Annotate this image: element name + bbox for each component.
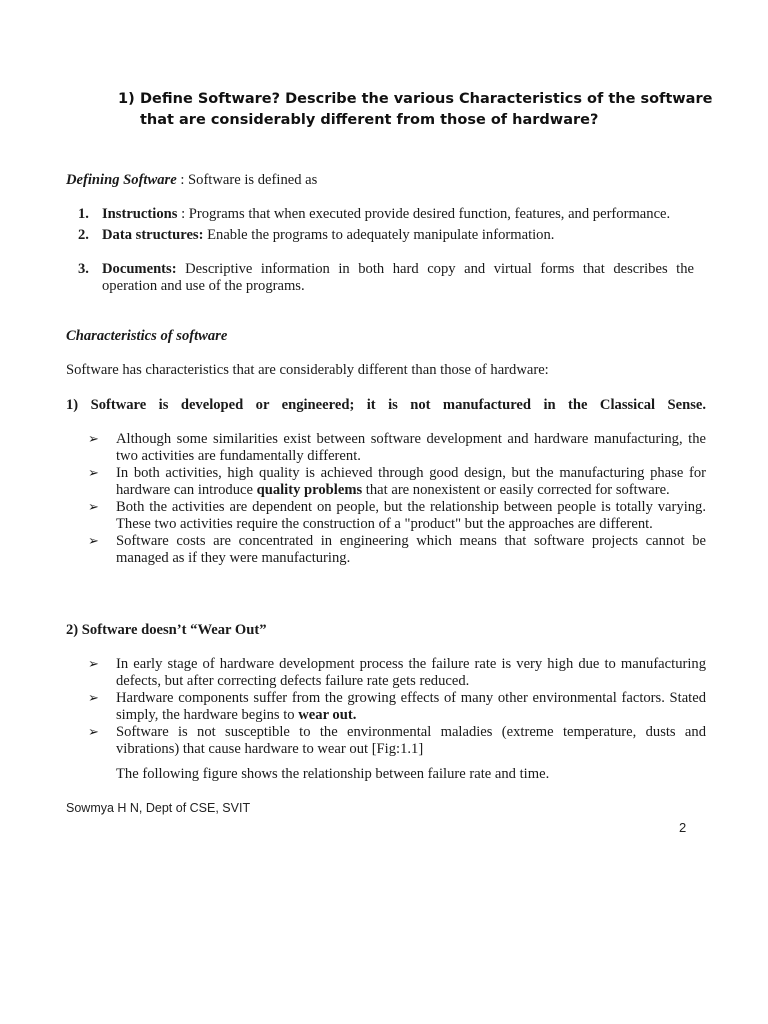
arrowhead-bullet-icon: ➢ [88,466,99,481]
bullet-bold-text: quality problems [256,482,363,498]
bullet-item [88,724,706,758]
section-2-bullet-list [88,656,706,758]
definition-term: Instructions [102,206,178,222]
definition-number: 2. [78,227,89,243]
bullet-text: Software is not susceptible to the environmental maladies (extreme temperature, dusts and vibrations) that cause hardware to wear out [Fig:1.1] [116,724,706,757]
arrowhead-bullet-icon: ➢ [88,657,99,672]
bullet-item [88,431,706,465]
bullet-item [88,533,706,567]
characteristics-intro: Software has characteristics that are considerably different than those of hardware: [66,362,549,378]
figure-reference-text: The following figure shows the relationship between failure rate and time. [116,766,550,782]
footer-author: Sowmya H N, Dept of CSE, SVIT [66,801,251,815]
bullet-text: Software costs are concentrated in engineering which means that software projects cannot be managed as if they were manufacturing. [116,533,706,566]
page-number: 2 [679,820,687,835]
definition-item [78,227,694,244]
definition-list [78,206,694,295]
bullet-item [88,690,706,724]
definition-term: Data structures: [102,227,204,243]
characteristics-heading: Characteristics of software [66,328,228,344]
bullet-text: that are nonexistent or easily corrected for software. [362,482,670,498]
question-heading [118,89,718,131]
bullet-text: In early stage of hardware development process the failure rate is very high due to manufacturing defects, but after correcting defects failure rate gets reduced. [116,656,706,689]
question-number: 1) [118,91,135,107]
arrowhead-bullet-icon: ➢ [88,432,99,447]
defining-software-intro [66,172,317,189]
definition-text: Enable the programs to adequately manipulate information. [203,227,555,243]
question-line-2: that are considerably different from those of hardware? [140,112,599,128]
definition-number: 3. [78,261,89,277]
defining-software-text: : Software is defined as [176,172,318,188]
bullet-text: Although some similarities exist between software development and hardware manufacturing, the two activities are fundamentally different. [116,431,706,464]
bullet-text: In both activities, high quality is achieved through good design, but the manufacturing phase for hardware can introduce [116,465,706,498]
section-2-heading: 2) Software doesn’t “Wear Out” [66,622,267,638]
bullet-bold-text: wear out. [298,707,357,723]
definition-item [78,261,694,295]
bullet-text: Hardware components suffer from the growing effects of many other environmental factors. Stated simply, the hardware begins to [116,690,706,723]
definition-number: 1. [78,206,89,222]
section-1-bullet-list [88,431,706,567]
question-line-1: Define Software? Describe the various Characteristics of the software [140,91,713,107]
definition-text: : Programs that when executed provide desired function, features, and performance. [177,206,671,222]
bullet-item [88,465,706,499]
definition-item [78,206,694,223]
definition-term: Documents: [102,261,177,277]
arrowhead-bullet-icon: ➢ [88,500,99,515]
arrowhead-bullet-icon: ➢ [88,534,99,549]
definition-text: Descriptive information in both hard copy and virtual forms that describes the operation and use of the programs. [102,261,694,294]
bullet-item [88,499,706,533]
bullet-item [88,656,706,690]
arrowhead-bullet-icon: ➢ [88,725,99,740]
arrowhead-bullet-icon: ➢ [88,691,99,706]
section-1-heading: 1) Software is developed or engineered; it is not manufactured in the Classical Sense. [66,397,706,413]
bullet-text: Both the activities are dependent on people, but the relationship between people is totally varying. These two activities require the construction of a "product" but the approaches are different. [116,499,706,532]
defining-software-heading: Defining Software [66,172,177,188]
